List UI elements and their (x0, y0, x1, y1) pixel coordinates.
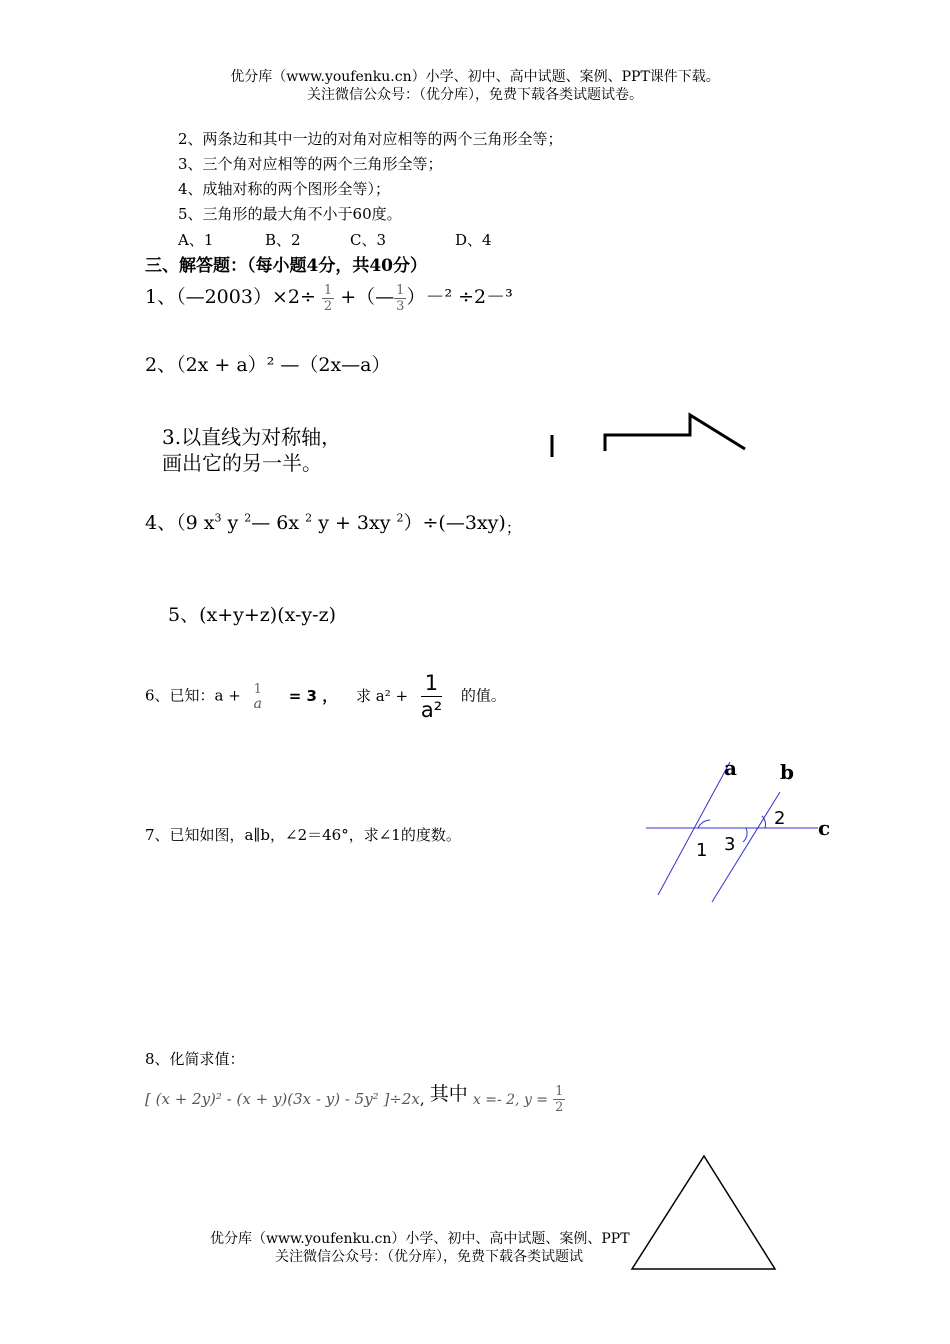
q8-frac-den: 2 (555, 1100, 564, 1115)
page-header-line2: 关注微信公众号：（优分库），免费下载各类试题试卷。 (307, 87, 643, 103)
q8-comma: , (419, 1090, 425, 1108)
option-a: A、1 (178, 231, 214, 249)
line-b (712, 792, 780, 902)
q1-frac2-den: 3 (396, 298, 405, 314)
q8-frac-num: 1 (555, 1084, 564, 1099)
q4-exp3: 2 (305, 511, 313, 525)
q6-big-den: a² (420, 698, 443, 722)
q6-prefix: 6、已知：a + (145, 686, 241, 705)
question-1 (145, 282, 513, 314)
q4-exp4: 2 (396, 511, 404, 525)
q6-tail: 的值。 (460, 686, 506, 705)
q4-exp2: 2 (244, 511, 252, 525)
q4-part5: ）÷(—3xy) (403, 512, 506, 534)
label-c: c (818, 816, 831, 840)
section-title: 三、解答题：（每小题4分，共40分） (145, 256, 427, 276)
q6-big-num: 1 (421, 670, 442, 697)
question-5: 5、(x+y+z)(x-y-z) (168, 604, 337, 626)
q6-fraction (252, 682, 264, 712)
q8-expr: [ (x + 2y)² - (x + y)(3x - y) - 5y² ]÷2x (145, 1090, 420, 1108)
statement-5: 5、三角形的最大角不小于60度。 (178, 205, 402, 223)
question-4 (145, 508, 521, 538)
q4-part4: y + 3xy (312, 512, 397, 534)
q1-fraction-2 (394, 283, 406, 314)
q4-end: ； (505, 519, 521, 537)
option-d: D、4 (455, 231, 492, 249)
statement-3: 3、三个角对应相等的两个三角形全等； (178, 155, 443, 173)
q1-fraction-1 (322, 283, 334, 314)
q1-frac2-num: 1 (396, 282, 405, 298)
question-2: 2、（2x + a）² —（2x—a） (145, 354, 391, 376)
question-7: 7、已知如图，a∥b，∠2＝46°，求∠1的度数。 (145, 826, 461, 844)
q6-big-fraction (421, 670, 442, 723)
angle-1-label: 1 (696, 840, 708, 861)
triangle (632, 1156, 775, 1269)
triangle-diagram (628, 1152, 780, 1274)
q6-ask: 求 a² + (355, 686, 409, 705)
q7-diagram (640, 750, 850, 910)
q3-diagram (540, 405, 760, 465)
angle-3-arc (743, 828, 747, 842)
q8-qizhong: 其中 (429, 1083, 468, 1105)
question-3 (162, 424, 341, 476)
page-footer-line2: 关注微信公众号：（优分库），免费下载各类试题试 (275, 1249, 583, 1265)
q1-tail: ÷2 (458, 286, 487, 308)
page-footer-line1: 优分库（www.youfenku.cn）小学、初中、高中试题、案例、PPT (210, 1231, 630, 1247)
angle-2-label: 2 (774, 808, 786, 829)
q3-line1: 3.以直线为对称轴， (162, 425, 342, 449)
q4-part2: y (221, 512, 245, 534)
angle-1-arc (698, 820, 710, 828)
q8-fraction (553, 1084, 565, 1115)
q3-line2: 画出它的另一半。 (162, 451, 322, 475)
question-8-title: 8、化简求值： (145, 1050, 245, 1068)
q6-equals: = 3 ， (288, 686, 338, 705)
label-b: b (780, 760, 794, 784)
half-figure (605, 415, 745, 451)
angle-3-label: 3 (724, 834, 736, 855)
label-a: a (724, 756, 737, 780)
statement-4: 4、成轴对称的两个图形全等）； (178, 180, 391, 198)
q1-exp2: －³ (486, 286, 513, 308)
q6-frac-num: 1 (253, 681, 262, 697)
page-header-line1: 优分库（www.youfenku.cn）小学、初中、高中试题、案例、PPT课件下载。 (230, 69, 720, 85)
question-6 (145, 670, 506, 723)
option-b: B、2 (265, 231, 301, 249)
question-8-expression (145, 1074, 565, 1120)
angle-2-arc (762, 816, 766, 828)
q1-exp1: ）－² (406, 286, 453, 308)
q4-exp1: 3 (214, 511, 222, 525)
option-c: C、3 (350, 231, 387, 249)
statement-2: 2、两条边和其中一边的对角对应相等的两个三角形全等； (178, 130, 563, 148)
q1-mid: +（— (340, 286, 395, 308)
q4-part1: 4、（9 x (145, 512, 215, 534)
q1-frac1-num: 1 (323, 282, 333, 298)
q1-frac1-den: 2 (323, 298, 333, 314)
q8-cond: x =- 2, y = (472, 1092, 549, 1108)
q1-prefix: 1、（—2003）×2÷ (145, 286, 316, 308)
q6-frac-den: a (253, 695, 262, 712)
q4-part3: — 6x (251, 512, 306, 534)
